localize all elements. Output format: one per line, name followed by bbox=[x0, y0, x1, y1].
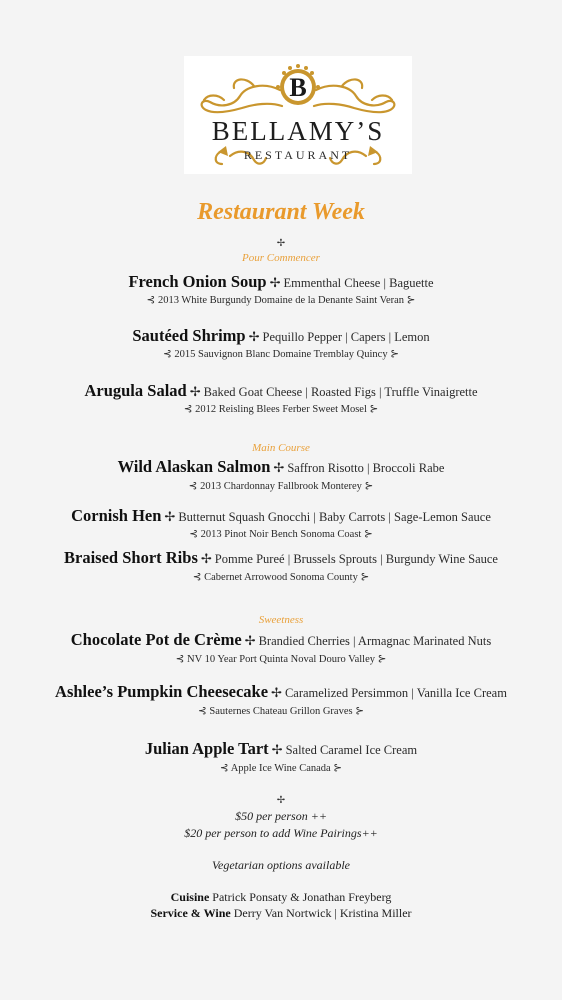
menu-item-description: Salted Caramel Ice Cream bbox=[285, 743, 418, 757]
menu-item-description: Emmenthal Cheese | Baguette bbox=[283, 276, 434, 290]
menu-item-name: French Onion Soup bbox=[128, 272, 267, 291]
ornament-divider: ✢ bbox=[276, 795, 286, 806]
menu-item bbox=[0, 682, 562, 702]
wine-pairing: ⊰ 2012 Reisling Blees Ferber Sweet Mosel ⊱ bbox=[183, 404, 379, 415]
separator-icon: ✢ bbox=[273, 460, 285, 475]
menu-item-name: Julian Apple Tart bbox=[144, 739, 269, 758]
menu-item bbox=[0, 630, 562, 650]
price-wine-pairing: $20 per person to add Wine Pairings++ bbox=[184, 826, 378, 840]
wine-pairing: ⊰ 2013 White Burgundy Domaine de la Denante Saint Veran ⊱ bbox=[146, 295, 416, 306]
credit-cuisine bbox=[0, 890, 562, 905]
section-heading-main: Main Course bbox=[252, 442, 310, 454]
menu-item-description: Pequillo Pepper | Capers | Lemon bbox=[262, 330, 430, 344]
wine-pairing: ⊰ Apple Ice Wine Canada ⊱ bbox=[219, 763, 343, 774]
section-heading-starters: Pour Commencer bbox=[242, 252, 320, 264]
menu-item bbox=[0, 506, 562, 526]
wine-pairing: ⊰ NV 10 Year Port Quinta Noval Douro Valley ⊱ bbox=[175, 654, 387, 665]
menu-item-description: Baked Goat Cheese | Roasted Figs | Truffle Vinaigrette bbox=[203, 385, 478, 399]
menu-item bbox=[0, 457, 562, 477]
menu-item-name: Chocolate Pot de Crème bbox=[70, 630, 242, 649]
section-heading-desserts: Sweetness bbox=[258, 614, 304, 626]
separator-icon: ✢ bbox=[200, 551, 212, 566]
menu-item-description: Pomme Pureé | Brussels Sprouts | Burgundy Wine Sauce bbox=[214, 552, 498, 566]
price-per-person: $50 per person ++ bbox=[235, 809, 327, 823]
separator-icon: ✢ bbox=[271, 742, 283, 757]
credit-names: Derry Van Nortwick | Kristina Miller bbox=[233, 906, 412, 920]
separator-icon: ✢ bbox=[164, 509, 176, 524]
menu-item-description: Caramelized Persimmon | Vanilla Ice Cream bbox=[284, 686, 507, 700]
separator-icon: ✢ bbox=[244, 633, 256, 648]
menu-item bbox=[0, 272, 562, 292]
credit-label: Service & Wine bbox=[150, 906, 231, 920]
separator-icon: ✢ bbox=[271, 685, 282, 700]
menu-item bbox=[0, 739, 562, 759]
wine-pairing: ⊰ 2013 Pinot Noir Bench Sonoma Coast ⊱ bbox=[189, 529, 373, 540]
menu-item-name: Arugula Salad bbox=[84, 381, 187, 400]
wine-pairing: ⊰ 2013 Chardonnay Fallbrook Monterey ⊱ bbox=[188, 481, 374, 492]
menu-item-description: Butternut Squash Gnocchi | Baby Carrots | Sage-Lemon Sauce bbox=[178, 510, 491, 524]
separator-icon: ✢ bbox=[189, 384, 201, 399]
menu-item-name: Sautéed Shrimp bbox=[132, 326, 246, 345]
wine-pairing: ⊰ Sauternes Chateau Grillon Graves ⊱ bbox=[197, 706, 364, 717]
menu-item bbox=[0, 381, 562, 401]
logo-subtitle: RESTAURANT bbox=[243, 148, 353, 162]
credit-names: Patrick Ponsaty & Jonathan Freyberg bbox=[212, 890, 392, 904]
logo-name: BELLAMY’S bbox=[211, 116, 385, 146]
credit-service bbox=[0, 906, 562, 921]
vegetarian-note: Vegetarian options available bbox=[212, 858, 350, 872]
menu-item-name: Cornish Hen bbox=[71, 506, 162, 525]
menu-item-description: Saffron Risotto | Broccoli Rabe bbox=[287, 461, 445, 475]
wine-pairing: ⊰ 2015 Sauvignon Blanc Domaine Tremblay Quincy ⊱ bbox=[162, 349, 400, 360]
menu-item-name: Braised Short Ribs bbox=[64, 548, 198, 567]
restaurant-logo bbox=[184, 56, 412, 174]
menu-item-description: Brandied Cherries | Armagnac Marinated Nuts bbox=[258, 634, 492, 648]
menu-item bbox=[0, 548, 562, 568]
logo-letter: B bbox=[289, 73, 307, 102]
separator-icon: ✢ bbox=[269, 275, 281, 290]
menu-title: Restaurant Week bbox=[197, 199, 365, 225]
menu-item-name: Wild Alaskan Salmon bbox=[117, 457, 271, 476]
menu-item-name: Ashlee’s Pumpkin Cheesecake bbox=[55, 682, 269, 701]
credit-label: Cuisine bbox=[170, 890, 210, 904]
menu-item bbox=[0, 326, 562, 346]
wine-pairing: ⊰ Cabernet Arrowood Sonoma County ⊱ bbox=[192, 572, 370, 583]
separator-icon: ✢ bbox=[248, 329, 260, 344]
ornament-divider: ✢ bbox=[276, 238, 286, 249]
